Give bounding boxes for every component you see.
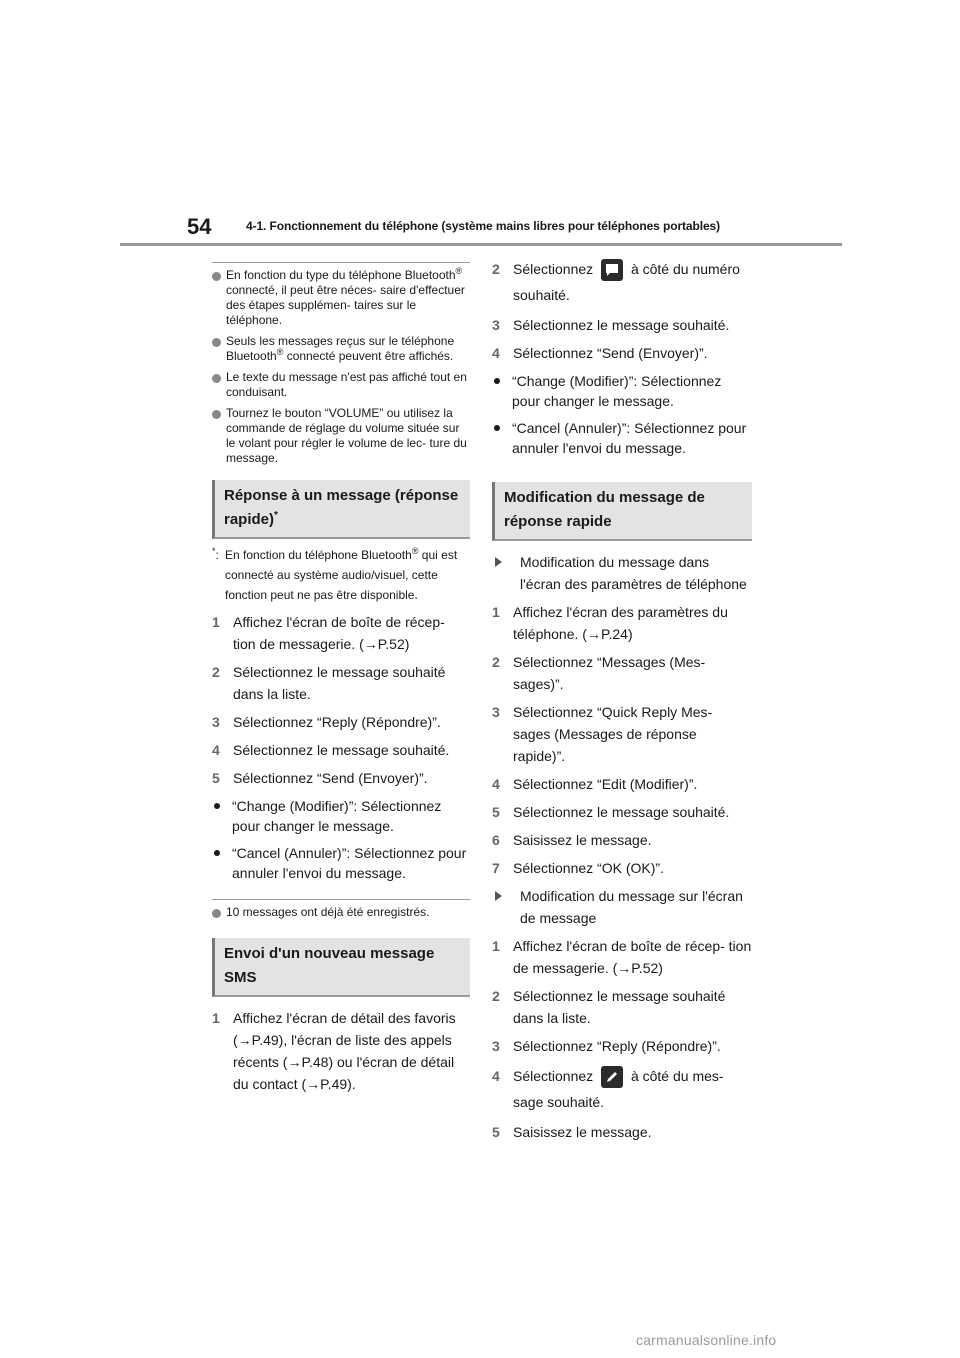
note-item: Tournez le bouton “VOLUME” ou utilisez la commande de réglage du volume située sur le volant pour régler le volume de lec- ture du message.	[212, 406, 470, 466]
step-item: 4 Sélectionnez à côté du mes- sage souhaité.	[492, 1068, 724, 1110]
notes-block	[212, 900, 470, 920]
step-item: 2 Sélectionnez le message souhaité dans la liste.	[492, 988, 726, 1026]
note-dot-icon	[212, 374, 221, 383]
section-title-new-sms: Envoi d'un nouveau message SMS	[212, 938, 470, 997]
step-item: 3 Sélectionnez “Quick Reply Mes- sages (Messages de réponse rapide)”.	[492, 704, 713, 764]
arrow-right-icon	[495, 557, 509, 567]
right-column	[492, 256, 752, 1143]
watermark: carmanualsonline.info	[636, 1332, 777, 1348]
step-item: 4 Sélectionnez le message souhaité.	[212, 742, 450, 758]
note-dot-icon	[212, 909, 221, 918]
step-item: 3 Sélectionnez “Reply (Répondre)”.	[492, 1038, 721, 1054]
step-item: 2 Sélectionnez à côté du numéro souhaité.	[492, 261, 740, 303]
step-item: 4 Sélectionnez “Send (Envoyer)”.	[492, 345, 708, 361]
step-item: 2 Sélectionnez le message souhaité dans la liste.	[212, 664, 446, 702]
sub-heading: Modification du message dans l'écran des paramètres de téléphone	[492, 551, 752, 595]
bullet-item: “Cancel (Annuler)”: Sélectionnez pour annuler l'envoi du message.	[212, 843, 470, 883]
step-item: 1 Affichez l'écran de boîte de récep- tion de messagerie. (→P.52)	[212, 614, 445, 652]
footnote: *: En fonction du téléphone Bluetooth® qui est connecté au système audio/visuel, cette fonction peut ne pas être disponible.	[212, 546, 458, 602]
note-dot-icon	[212, 410, 221, 419]
arrow-right-icon	[495, 891, 509, 901]
step-item: 2 Sélectionnez “Messages (Mes- sages)”.	[492, 654, 706, 692]
bullet-dot-icon	[494, 378, 500, 384]
notes-block	[212, 263, 470, 466]
bullet-item: “Change (Modifier)”: Sélectionnez pour changer le message.	[212, 796, 470, 836]
note-dot-icon	[212, 338, 221, 347]
page-number: 54	[187, 214, 212, 239]
step-item: 1 Affichez l'écran de détail des favoris (→P.49), l'écran de liste des appels récents (→P.48) ou l'écran de détail du contact (→P.49).	[212, 1010, 456, 1092]
note-item: En fonction du type du téléphone Bluetooth® connecté, il peut être néces- saire d'effectuer des étapes supplémen- taires sur le téléphone.	[212, 268, 470, 328]
section-title-edit-quick-reply: Modification du message de réponse rapide	[492, 482, 752, 541]
note-dot-icon	[212, 272, 221, 281]
bullet-item: “Cancel (Annuler)”: Sélectionnez pour annuler l'envoi du message.	[492, 418, 752, 458]
bullet-dot-icon	[214, 803, 220, 809]
section-title-quick-reply: Réponse à un message (réponse rapide)*	[212, 480, 470, 539]
step-item: 4 Sélectionnez “Edit (Modifier)”.	[492, 776, 698, 792]
left-column	[212, 262, 470, 1095]
header-rule	[120, 243, 842, 246]
step-item: 5 Sélectionnez le message souhaité.	[492, 804, 730, 820]
note-item: 10 messages ont déjà été enregistrés.	[212, 905, 470, 920]
bullet-dot-icon	[214, 850, 220, 856]
pencil-icon	[601, 1066, 623, 1088]
bullet-dot-icon	[494, 425, 500, 431]
chapter-title: 4-1. Fonctionnement du téléphone (système mains libres pour téléphones portables)	[246, 219, 720, 233]
step-item: 3 Sélectionnez le message souhaité.	[492, 317, 730, 333]
step-item: 3 Sélectionnez “Reply (Répondre)”.	[212, 714, 441, 730]
sub-heading: Modification du message sur l'écran de message	[492, 885, 752, 929]
bullet-item: “Change (Modifier)”: Sélectionnez pour changer le message.	[492, 371, 752, 411]
note-item: Le texte du message n'est pas affiché tout en conduisant.	[212, 370, 470, 400]
message-icon	[601, 259, 623, 281]
step-item: 5 Saisissez le message.	[492, 1124, 652, 1140]
step-item: 1 Affichez l'écran des paramètres du téléphone. (→P.24)	[492, 604, 728, 642]
step-item: 1 Affichez l'écran de boîte de récep- tion de messagerie. (→P.52)	[492, 938, 752, 976]
step-item: 6 Saisissez le message.	[492, 832, 652, 848]
note-item: Seuls les messages reçus sur le téléphone Bluetooth® connecté peuvent être affichés.	[212, 334, 470, 364]
step-item: 5 Sélectionnez “Send (Envoyer)”.	[212, 770, 428, 786]
step-item: 7 Sélectionnez “OK (OK)”.	[492, 860, 664, 876]
